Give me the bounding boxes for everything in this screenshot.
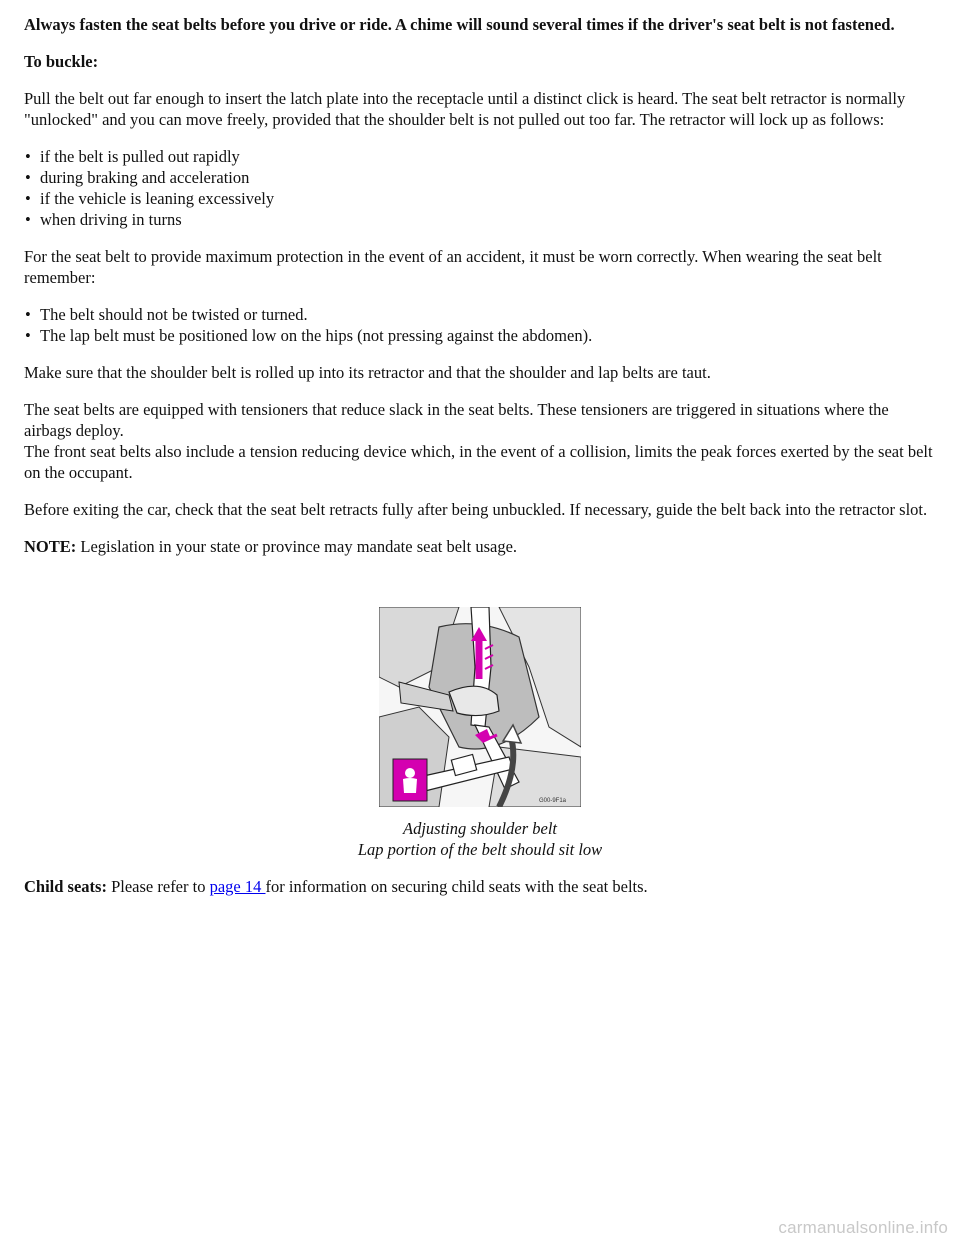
child-text-post: for information on securing child seats with the seat belts.: [265, 877, 648, 896]
protection-paragraph: For the seat belt to provide maximum protection in the event of an accident, it must be worn correctly. When wearing the seat belt remember:: [24, 247, 882, 287]
tensioner-text-2: The front seat belts also include a tension reducing device which, in the event of a collision, limits the peak forces exerted by the seat belt on the occupant.: [24, 442, 933, 482]
list-item: • The lap belt must be positioned low on the hips (not pressing against the abdomen).: [40, 325, 936, 346]
figure-caption: [24, 818, 936, 860]
lock-conditions-list: [24, 146, 936, 230]
note-label: NOTE:: [24, 537, 77, 556]
watermark: carmanualsonline.info: [778, 1218, 948, 1237]
seat-belt-figure: [24, 607, 936, 860]
figure-code: G00-9F1a: [539, 798, 567, 804]
taut-paragraph: Make sure that the shoulder belt is rolled up into its retractor and that the shoulder and lap belts are taut.: [24, 363, 711, 382]
child-seats-paragraph: [24, 876, 936, 897]
buckle-paragraph: Pull the belt out far enough to insert the latch plate into the receptacle until a distinct click is heard. The seat belt retractor is normally "unlocked" and you can move freely, provided that the shoulder belt is not pulled out too far. The retractor will lock up as follows:: [24, 89, 906, 129]
list-item: • during braking and acceleration: [40, 167, 936, 188]
tensioner-text-1: The seat belts are equipped with tensioners that reduce slack in the seat belts. These tensioners are triggered in situations where the airbags deploy.: [24, 400, 889, 440]
list-item: • The belt should not be twisted or turned.: [40, 304, 936, 325]
page-14-link[interactable]: page 14: [209, 877, 266, 896]
list-item: • if the belt is pulled out rapidly: [40, 146, 936, 167]
seat-belt-drawing-icon: [379, 607, 581, 807]
intro-warning: Always fasten the seat belts before you drive or ride. A chime will sound several times if the driver's seat belt is not fastened.: [24, 15, 895, 34]
note-paragraph: [24, 536, 936, 557]
child-seats-label: Child seats:: [24, 877, 107, 896]
manual-page: [24, 14, 936, 913]
buckle-heading: To buckle:: [24, 52, 99, 71]
caption-line-1: Adjusting shoulder belt: [403, 819, 557, 838]
list-item: • when driving in turns: [40, 209, 936, 230]
tensioner-paragraph: [24, 399, 936, 483]
caption-line-2: Lap portion of the belt should sit low: [357, 840, 603, 859]
child-text-pre: Please refer to: [106, 877, 210, 896]
list-item: • if the vehicle is leaning excessively: [40, 188, 936, 209]
exit-paragraph: Before exiting the car, check that the seat belt retracts fully after being unbuckled. If necessary, guide the belt back into the retractor slot.: [24, 500, 928, 519]
seat-belt-illustration: [379, 607, 581, 807]
remember-list: [24, 304, 936, 346]
note-text: Legislation in your state or province may mandate seat belt usage.: [76, 537, 518, 556]
